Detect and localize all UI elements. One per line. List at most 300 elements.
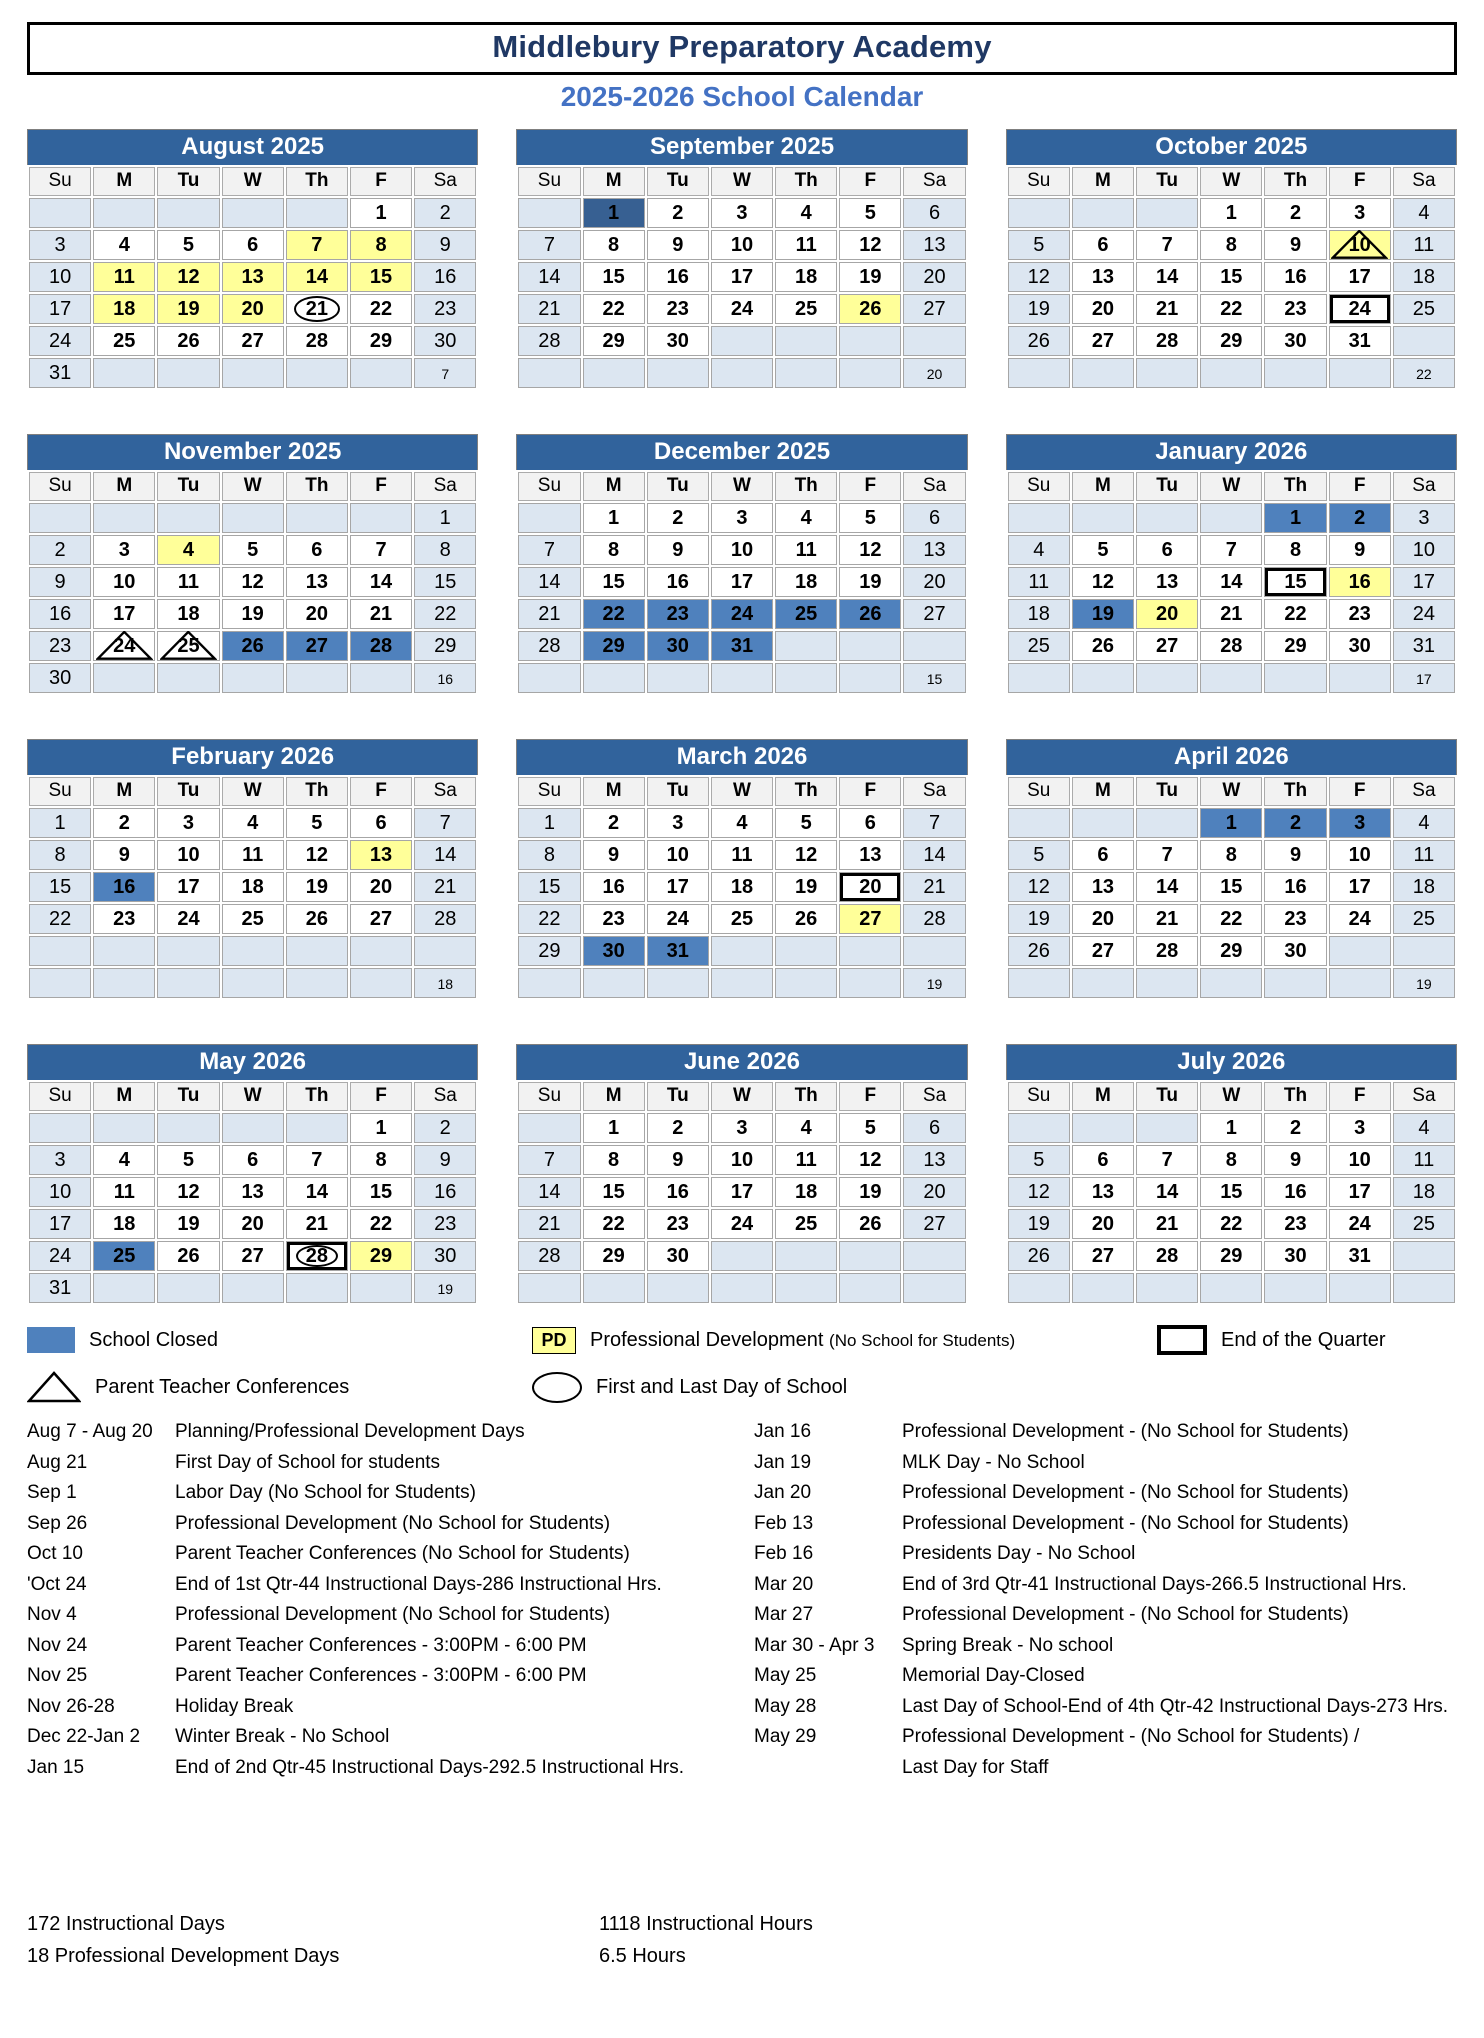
day-number: 28: [1220, 634, 1243, 657]
event-date: Jan 15: [27, 1756, 85, 1778]
day-cell: [903, 1145, 965, 1175]
day-number: 27: [923, 602, 946, 625]
empty-cell: [903, 1273, 965, 1303]
day-number: 23: [1284, 907, 1307, 930]
weekday-header: Su: [29, 472, 91, 501]
day-cell: [157, 262, 219, 292]
day-cell: [839, 840, 901, 870]
day-number: 27: [1091, 1244, 1115, 1267]
day-number: 1: [1225, 1116, 1237, 1139]
total-instructional-days: 172 Instructional Days: [27, 1913, 225, 1935]
day-number: 21: [1156, 907, 1179, 930]
event-description: Labor Day (No School for Students): [175, 1482, 476, 1503]
empty-cell: [1008, 663, 1070, 693]
day-number: 6: [1097, 1148, 1109, 1171]
day-number: 23: [602, 907, 625, 930]
day-number: 2: [1289, 201, 1302, 224]
day-cell: [157, 230, 219, 260]
day-cell: [583, 294, 645, 324]
weekday-header: Th: [1264, 777, 1326, 806]
day-number: 1: [608, 506, 620, 529]
day-number: 14: [1220, 570, 1243, 593]
day-number: 16: [113, 875, 136, 898]
day-cell: [414, 503, 476, 533]
day-cell: [647, 936, 709, 966]
instructional-days-count: 7: [441, 365, 450, 382]
day-cell: [350, 872, 412, 902]
day-cell: [1072, 631, 1134, 661]
weekday-header: Su: [1008, 167, 1070, 196]
event-date: May 28: [754, 1695, 817, 1717]
day-cell: [414, 230, 476, 260]
day-cell: [286, 1241, 348, 1271]
day-number: 23: [666, 602, 689, 625]
event-row: [754, 1421, 1457, 1443]
day-number: 17: [730, 265, 754, 288]
day-cell: [903, 1113, 965, 1143]
day-cell: [1393, 1145, 1455, 1175]
day-cell: [1200, 1145, 1262, 1175]
day-number: 24: [1348, 1212, 1371, 1235]
weekday-header: W: [1200, 777, 1262, 806]
day-number: 7: [543, 538, 555, 561]
day-cell: [711, 503, 773, 533]
day-number: 30: [602, 939, 625, 962]
empty-cell: [1008, 808, 1070, 838]
instructional-days-count: 18: [437, 975, 454, 992]
empty-cell: [518, 358, 580, 388]
day-number: 13: [923, 233, 946, 256]
day-number: 28: [369, 634, 393, 657]
day-cell: [350, 904, 412, 934]
day-number: 15: [538, 875, 561, 898]
day-number: 18: [113, 1212, 136, 1235]
weekday-header: Th: [286, 777, 348, 806]
event-date: Aug 7 - Aug 20: [27, 1421, 153, 1442]
empty-cell: [1008, 503, 1070, 533]
day-cell: [157, 1177, 219, 1207]
day-cell: [157, 872, 219, 902]
event-description: Professional Development - (No School for Students): [902, 1512, 1349, 1534]
month-august-2025: [27, 129, 478, 390]
event-date: Nov 25: [27, 1665, 88, 1686]
day-cell: [839, 567, 901, 597]
day-cell: [711, 599, 773, 629]
day-number: 4: [1418, 811, 1430, 834]
month-july-2026: [1006, 1044, 1457, 1305]
day-cell: [583, 1145, 645, 1175]
day-cell: [647, 1145, 709, 1175]
day-cell: [903, 1177, 965, 1207]
day-number: 1: [1225, 201, 1237, 224]
empty-cell: [647, 358, 709, 388]
day-number: 22: [1284, 602, 1307, 625]
day-number: 25: [177, 634, 200, 657]
day-cell: [1136, 294, 1198, 324]
day-number: 21: [369, 602, 393, 625]
day-cell: [286, 230, 348, 260]
day-cell: [157, 567, 219, 597]
day-number: 11: [795, 1148, 817, 1171]
weekday-header: F: [350, 777, 412, 806]
weekday-header: Tu: [157, 1082, 219, 1111]
empty-cell: [775, 968, 837, 998]
empty-cell: [350, 358, 412, 388]
day-cell: [647, 808, 709, 838]
day-number: 30: [666, 634, 689, 657]
day-cell: [1008, 1209, 1070, 1239]
day-cell: [1072, 1145, 1134, 1175]
month-title: April 2026: [1006, 739, 1457, 775]
empty-cell: [350, 968, 412, 998]
day-cell: [839, 503, 901, 533]
event-description: End of 1st Qtr-44 Instructional Days-286 Instructional Hrs.: [175, 1573, 662, 1595]
weekday-header: Th: [775, 472, 837, 501]
weekday-header: F: [839, 472, 901, 501]
day-cell: [1329, 1209, 1391, 1239]
day-number: 28: [1156, 1244, 1179, 1267]
day-cell: [518, 294, 580, 324]
day-number: 20: [241, 1212, 264, 1235]
day-number: 6: [1161, 538, 1173, 561]
day-cell: [222, 535, 284, 565]
empty-cell: [29, 1113, 91, 1143]
day-cell: [1264, 1209, 1326, 1239]
day-cell: [583, 326, 645, 356]
day-cell: [1008, 1241, 1070, 1271]
day-number: 1: [543, 811, 555, 834]
empty-cell: [839, 1241, 901, 1271]
day-cell: [647, 1113, 709, 1143]
day-number: 12: [177, 1180, 200, 1203]
day-cell: [1008, 535, 1070, 565]
day-number: 7: [928, 811, 941, 834]
day-cell: [1264, 904, 1326, 934]
day-cell: [286, 840, 348, 870]
day-number: 2: [1289, 1116, 1302, 1139]
day-cell: [93, 567, 155, 597]
day-cell: [647, 567, 709, 597]
empty-cell: [286, 1273, 348, 1303]
day-number: 18: [241, 875, 264, 898]
weekday-header: Th: [1264, 167, 1326, 196]
day-number: 3: [672, 811, 684, 834]
day-cell: [903, 503, 965, 533]
day-number: 2: [672, 201, 684, 224]
day-number: 7: [311, 1148, 323, 1171]
day-cell: [775, 230, 837, 260]
day-cell: [1264, 503, 1326, 533]
day-cell: [414, 567, 476, 597]
empty-cell: [903, 358, 965, 388]
day-cell: [1393, 599, 1455, 629]
event-date: May 29: [754, 1726, 817, 1747]
day-cell: [647, 326, 709, 356]
weekday-header: F: [839, 1082, 901, 1111]
day-cell: [903, 599, 965, 629]
event-row: [27, 1604, 730, 1626]
day-number: 17: [1412, 570, 1436, 593]
title-box: [27, 22, 1457, 75]
day-cell: [1393, 808, 1455, 838]
event-date: Sep 26: [27, 1512, 88, 1534]
day-number: 1: [608, 201, 620, 224]
month-february-2026: [27, 739, 478, 1000]
day-number: 27: [1156, 634, 1179, 657]
pd-label: Professional Development: [590, 1328, 824, 1351]
instructional-days-count: 15: [926, 670, 943, 687]
day-number: 26: [859, 297, 882, 320]
day-cell: [1393, 567, 1455, 597]
day-number: 16: [434, 1180, 457, 1203]
day-cell: [157, 904, 219, 934]
month-april-2026: [1006, 739, 1457, 1000]
day-number: 20: [1091, 907, 1115, 930]
day-number: 8: [375, 1148, 387, 1171]
empty-cell: [647, 1273, 709, 1303]
day-cell: [775, 294, 837, 324]
day-cell: [350, 840, 412, 870]
event-row: [27, 1482, 730, 1504]
day-cell: [711, 567, 773, 597]
day-number: 30: [666, 1244, 689, 1267]
weekday-header: Tu: [157, 472, 219, 501]
empty-cell: [1200, 968, 1262, 998]
day-number: 5: [1097, 538, 1109, 561]
day-number: 8: [375, 233, 387, 256]
day-cell: [647, 503, 709, 533]
day-number: 16: [666, 570, 689, 593]
day-number: 30: [1348, 634, 1371, 657]
day-cell: [839, 872, 901, 902]
empty-cell: [839, 326, 901, 356]
day-number: 12: [795, 843, 818, 866]
day-cell: [1008, 262, 1070, 292]
weekday-header: Tu: [157, 167, 219, 196]
event-date: [754, 1757, 902, 1779]
day-cell: [29, 599, 91, 629]
empty-cell: [711, 326, 773, 356]
event-description: Holiday Break: [175, 1695, 294, 1717]
empty-cell: [1008, 198, 1070, 228]
day-cell: [222, 1241, 284, 1271]
day-number: 6: [247, 233, 259, 256]
day-cell: [1264, 326, 1326, 356]
day-number: 17: [1348, 875, 1371, 898]
day-number: 8: [439, 538, 451, 561]
empty-cell: [414, 358, 476, 388]
day-number: 13: [923, 1148, 946, 1171]
day-cell: [222, 1209, 284, 1239]
day-number: 28: [1156, 939, 1179, 962]
empty-cell: [1072, 808, 1134, 838]
weekday-header: Sa: [903, 167, 965, 196]
totals-right: [599, 1913, 813, 1977]
weekday-header: Sa: [903, 1082, 965, 1111]
day-cell: [647, 262, 709, 292]
day-cell: [1136, 1241, 1198, 1271]
day-number: 14: [538, 1180, 561, 1203]
day-number: 21: [305, 297, 328, 320]
day-number: 30: [666, 329, 689, 352]
day-number: 4: [1033, 538, 1045, 561]
day-cell: [93, 294, 155, 324]
day-cell: [350, 535, 412, 565]
day-number: 18: [1412, 265, 1436, 288]
day-cell: [222, 230, 284, 260]
empty-cell: [414, 968, 476, 998]
day-number: 3: [1418, 506, 1430, 529]
empty-cell: [286, 1113, 348, 1143]
day-number: 3: [118, 538, 130, 561]
day-cell: [414, 1241, 476, 1271]
day-number: 13: [1156, 570, 1179, 593]
day-cell: [711, 904, 773, 934]
first-last-oval-icon: [532, 1372, 582, 1403]
day-number: 16: [1284, 265, 1307, 288]
event-row: [754, 1543, 1457, 1565]
legend-label: [590, 1329, 1015, 1352]
event-date: Jan 20: [754, 1482, 812, 1503]
day-number: 22: [538, 907, 561, 930]
day-cell: [775, 567, 837, 597]
day-number: 31: [48, 1276, 72, 1299]
day-number: 5: [800, 811, 812, 834]
day-cell: [518, 326, 580, 356]
day-cell: [29, 872, 91, 902]
event-description: Presidents Day - No School: [902, 1543, 1136, 1564]
empty-cell: [286, 663, 348, 693]
empty-cell: [1200, 503, 1262, 533]
empty-cell: [775, 358, 837, 388]
day-cell: [839, 262, 901, 292]
day-number: 31: [666, 939, 689, 962]
empty-cell: [1136, 1273, 1198, 1303]
day-number: 14: [538, 570, 561, 593]
day-number: 23: [666, 297, 689, 320]
day-number: 17: [177, 875, 200, 898]
event-row: [27, 1757, 730, 1779]
day-number: 22: [369, 297, 393, 320]
day-cell: [1200, 1113, 1262, 1143]
day-cell: [1200, 230, 1262, 260]
empty-cell: [1329, 663, 1391, 693]
day-cell: [1136, 1145, 1198, 1175]
day-number: 8: [54, 843, 66, 866]
day-number: 7: [1161, 233, 1173, 256]
day-number: 31: [1348, 1244, 1371, 1267]
day-cell: [1200, 1241, 1262, 1271]
empty-cell: [93, 198, 155, 228]
event-description: First Day of School for students: [175, 1451, 441, 1473]
month-december-2025: [516, 434, 967, 695]
day-number: 13: [305, 570, 328, 593]
day-cell: [1136, 1209, 1198, 1239]
day-number: 6: [928, 201, 941, 224]
weekday-header: Th: [286, 1082, 348, 1111]
day-number: 9: [608, 843, 620, 866]
day-number: 9: [1354, 538, 1366, 561]
day-cell: [647, 294, 709, 324]
day-number: 29: [369, 329, 393, 352]
day-cell: [1072, 262, 1134, 292]
day-number: 17: [666, 875, 689, 898]
day-cell: [29, 358, 91, 388]
empty-cell: [1264, 1273, 1326, 1303]
day-cell: [647, 599, 709, 629]
day-number: 15: [369, 1180, 393, 1203]
day-number: 21: [305, 1212, 328, 1235]
weekday-header: Su: [1008, 1082, 1070, 1111]
month-june-2026: [516, 1044, 967, 1305]
day-number: 13: [1091, 875, 1115, 898]
day-cell: [1393, 872, 1455, 902]
day-number: 21: [538, 602, 561, 625]
day-number: 15: [1220, 265, 1243, 288]
event-description: Professional Development - (No School for Students): [902, 1421, 1349, 1442]
day-number: 4: [247, 811, 259, 834]
day-number: 16: [1284, 1180, 1307, 1203]
day-cell: [1200, 1177, 1262, 1207]
day-number: 3: [54, 233, 66, 256]
month-title: January 2026: [1006, 434, 1457, 470]
day-number: 19: [795, 875, 818, 898]
day-cell: [93, 1145, 155, 1175]
day-cell: [414, 294, 476, 324]
empty-cell: [1264, 968, 1326, 998]
month-title: May 2026: [27, 1044, 478, 1080]
day-number: 24: [1412, 602, 1436, 625]
day-number: 29: [602, 634, 625, 657]
day-cell: [839, 535, 901, 565]
day-number: 10: [730, 538, 754, 561]
day-cell: [903, 840, 965, 870]
day-cell: [583, 230, 645, 260]
empty-cell: [350, 663, 412, 693]
event-date: Nov 4: [27, 1604, 77, 1625]
weekday-header: Tu: [1136, 167, 1198, 196]
day-cell: [414, 1177, 476, 1207]
day-number: 5: [864, 506, 876, 529]
day-cell: [1329, 535, 1391, 565]
day-cell: [286, 1145, 348, 1175]
empty-cell: [1200, 663, 1262, 693]
day-number: 22: [1220, 1212, 1243, 1235]
day-cell: [350, 1209, 412, 1239]
empty-cell: [286, 503, 348, 533]
day-number: 26: [859, 1212, 882, 1235]
page-subtitle: 2025-2026 School Calendar: [560, 81, 924, 112]
day-number: 10: [177, 843, 200, 866]
day-cell: [839, 904, 901, 934]
day-cell: [647, 1209, 709, 1239]
day-number: 24: [730, 602, 754, 625]
day-cell: [414, 198, 476, 228]
day-cell: [839, 599, 901, 629]
day-number: 3: [54, 1148, 66, 1171]
empty-cell: [775, 1273, 837, 1303]
day-cell: [29, 326, 91, 356]
totals: [27, 1913, 1457, 1977]
day-number: 23: [666, 1212, 689, 1235]
day-cell: [518, 808, 580, 838]
day-cell: [157, 631, 219, 661]
day-cell: [903, 198, 965, 228]
empty-cell: [1008, 968, 1070, 998]
day-number: 22: [434, 602, 457, 625]
day-number: 3: [1354, 1116, 1366, 1139]
month-title: June 2026: [516, 1044, 967, 1080]
